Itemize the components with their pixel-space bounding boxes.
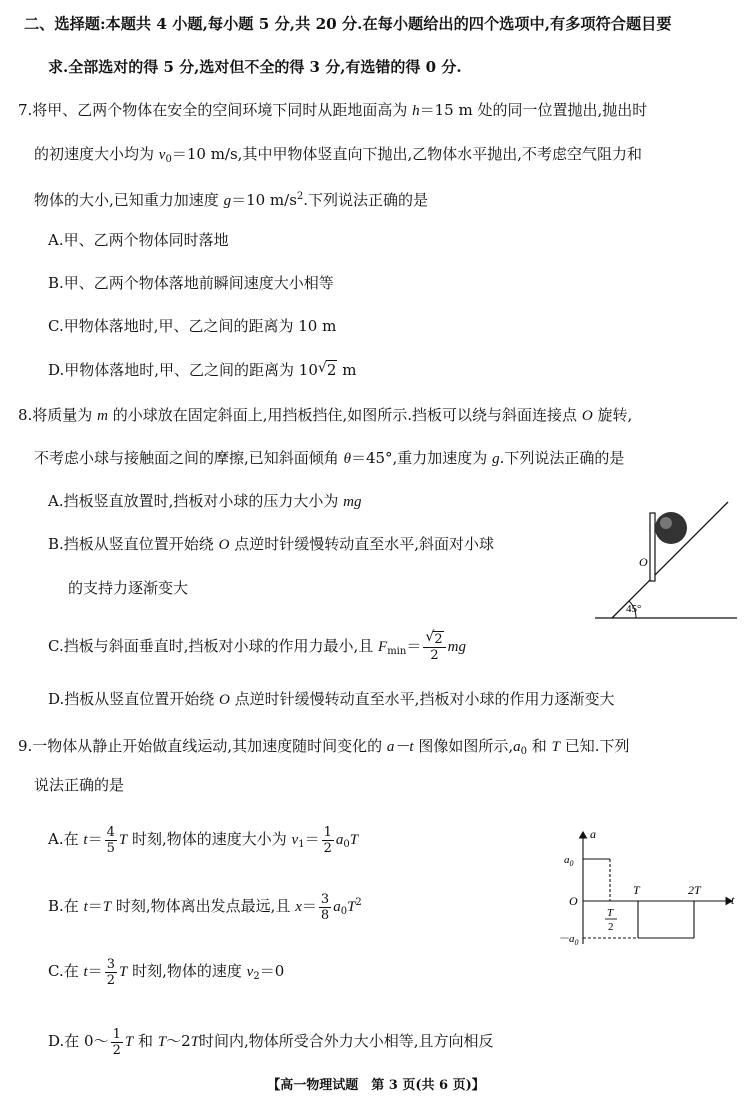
section-header-line2: 求.全部选对的得 5 分,选对但不全的得 3 分,有选错的得 0 分. [48,58,462,76]
q8-option-c: C.挡板与斜面垂直时,挡板对小球的作用力最小,且 $F_{min}=$ √ 2 2 mg [48,628,466,663]
a-axis-label: a [590,827,596,841]
q8-option-b-line2: 的支持力逐渐变大 [68,579,189,597]
t-axis-label: t [731,893,735,907]
q8-incline-figure [590,494,740,622]
q7-stem-line3: 物体的大小,已知重力加速度 g＝10 $m/s^2$.下列说法正确的是 [34,191,429,209]
2T-label: 2T [688,883,701,897]
q9-option-c: C.在 t＝ $\frac{3}{2}$ T 时刻,物体的速度 $v_2=0$ [48,956,285,988]
half-T-den: 2 [608,921,614,933]
q7-option-a: A.甲、乙两个物体同时落地 [48,231,229,249]
board-plate [650,513,655,581]
q9-option-a: A.在 t＝ $\frac{4}{5}$ T 时刻,物体的速度大小为 $v_1=$ $\frac{1}{2}$ $a_0T$ [48,824,359,856]
q8-stem-line1: 8.将质量为 m 的小球放在固定斜面上,用挡板挡住,如图所示.挡板可以绕与斜面连接点 O 旋转, [18,406,633,424]
q8-option-a: A.挡板竖直放置时,挡板对小球的压力大小为 mg [48,492,362,510]
half-T-num: T [607,907,614,919]
ball-highlight [660,517,672,529]
q9-option-b: B.在 t＝T 时刻,物体离出发点最远,且 x＝ $\frac{3}{8}$ $a_0T^2$ [48,891,362,923]
q9-at-graph [556,824,746,954]
q7-option-d: D.甲物体落地时,甲、乙之间的距离为 10 √ 2 m [48,360,357,379]
board-pivot-label: O [639,555,648,569]
q8-option-d: D.挡板从竖直位置开始绕 O 点逆时针缓慢转动直至水平,挡板对小球的作用力逐渐变大 [48,690,615,708]
q9-option-d: D.在 0～ $\frac{1}{2}$ T 和 T～2T时间内,物体所受合外力大小相等,且方向相反 [48,1026,494,1058]
page-footer: 【高一物理试题 第 3 页(共 6 页)】 [267,1078,485,1093]
q9-stem-line2: 说法正确的是 [34,776,125,794]
T-label: T [633,883,640,897]
q8-option-b-line1: B.挡板从竖直位置开始绕 O 点逆时针缓慢转动直至水平,斜面对小球 [48,535,494,553]
a0-label: $a_0$ [564,854,574,868]
q7-option-b: B.甲、乙两个物体落地前瞬间速度大小相等 [48,274,334,292]
angle-label: 45° [626,603,642,615]
neg-a0-label: $-a_0$ [558,933,579,947]
ball [655,512,687,544]
q7-stem-line1: 7.将甲、乙两个物体在安全的空间环境下同时从距地面高为 h＝15 m 处的同一位置抛出,抛出时 [18,101,648,119]
section-header-line1: 二、选择题:本题共 4 小题,每小题 5 分,共 20 分.在每小题给出的四个选项中,有多项符合题目要 [24,15,672,33]
q7-option-c: C.甲物体落地时,甲、乙之间的距离为 10 m [48,317,337,335]
q8-stem-line2: 不考虑小球与接触面之间的摩擦,已知斜面倾角 θ＝45°,重力加速度为 g.下列说法正确的是 [34,449,625,467]
q9-stem-line1: 9.一物体从静止开始做直线运动,其加速度随时间变化的 a－t 图像如图所示$,a_0$ 和 T 已知.下列 [18,737,630,757]
q7-stem-line2: 的初速度大小均为 $v_0=10$ m/s,其中甲物体竖直向下抛出,乙物体水平抛出,不考虑空气阻力和 [34,145,642,165]
origin-label: O [569,894,578,908]
